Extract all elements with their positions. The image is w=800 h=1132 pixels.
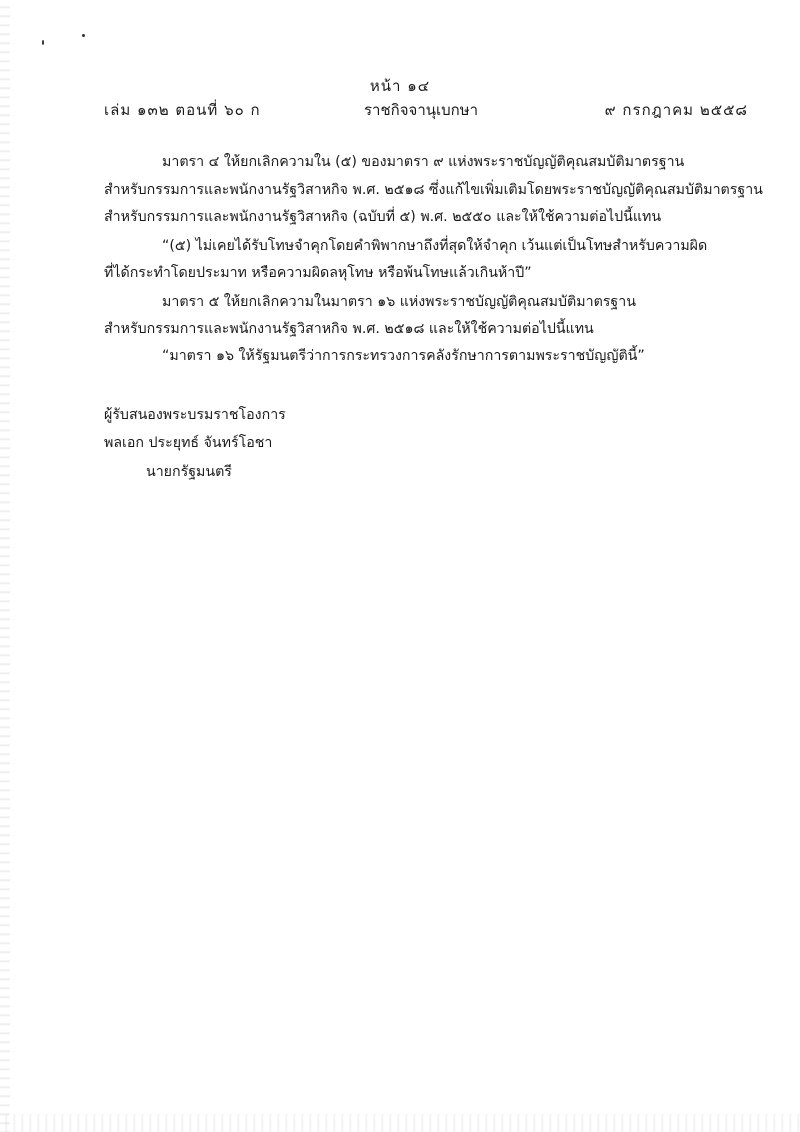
- signatory-name: พลเอก ประยุทธ์ จันทร์โอชา: [104, 435, 273, 451]
- section-5-line-2: สำหรับกรรมการและพนักงานรัฐวิสาหกิจ พ.ศ. ๒๕๑๘ และให้ใช้ความต่อไปนี้แทน: [104, 321, 594, 337]
- scan-edge-left: [0, 0, 10, 1132]
- publication-date: ๙ กรกฎาคม ๒๕๕๘: [604, 101, 748, 119]
- section-4-line-1: มาตรา ๔ ให้ยกเลิกความใน (๕) ของมาตรา ๙ แห่งพระราชบัญญัติคุณสมบัติมาตรฐาน: [162, 154, 685, 170]
- section-4-line-2: สำหรับกรรมการและพนักงานรัฐวิสาหกิจ พ.ศ. ๒๕๑๘ ซึ่งแก้ไขเพิ่มเติมโดยพระราชบัญญัติคุณสมบัติมาตรฐาน: [104, 182, 763, 198]
- countersign-label: ผู้รับสนองพระบรมราชโองการ: [104, 407, 286, 423]
- gazette-header: [104, 98, 748, 120]
- page-number: หน้า ๑๔: [369, 77, 431, 95]
- signatory-position: นายกรัฐมนตรี: [146, 464, 232, 480]
- scan-edge-bottom: [0, 1114, 800, 1132]
- section-4-quote-line-1: “(๕) ไม่เคยได้รับโทษจำคุกโดยคำพิพากษาถึงที่สุดให้จำคุก เว้นแต่เป็นโทษสำหรับความผิด: [162, 238, 708, 254]
- scan-speck: [82, 34, 85, 37]
- section-5-quote: “มาตรา ๑๖ ให้รัฐมนตรีว่าการกระทรวงการคลังรักษาการตามพระราชบัญญัตินี้”: [162, 348, 645, 364]
- volume-issue: เล่ม ๑๓๒ ตอนที่ ๖๐ ก: [104, 101, 261, 119]
- publication-name: ราชกิจจานุเบกษา: [364, 101, 479, 119]
- section-5-line-1: มาตรา ๕ ให้ยกเลิกความในมาตรา ๑๖ แห่งพระราชบัญญัติคุณสมบัติมาตรฐาน: [162, 294, 636, 310]
- section-4-quote-line-2: ที่ได้กระทำโดยประมาท หรือความผิดลหุโทษ หรือพ้นโทษแล้วเกินห้าปี”: [104, 265, 532, 281]
- section-4-line-3: สำหรับกรรมการและพนักงานรัฐวิสาหกิจ (ฉบับที่ ๕) พ.ศ. ๒๕๕๐ และให้ใช้ความต่อไปนี้แทน: [104, 209, 662, 225]
- scan-speck: [42, 40, 44, 45]
